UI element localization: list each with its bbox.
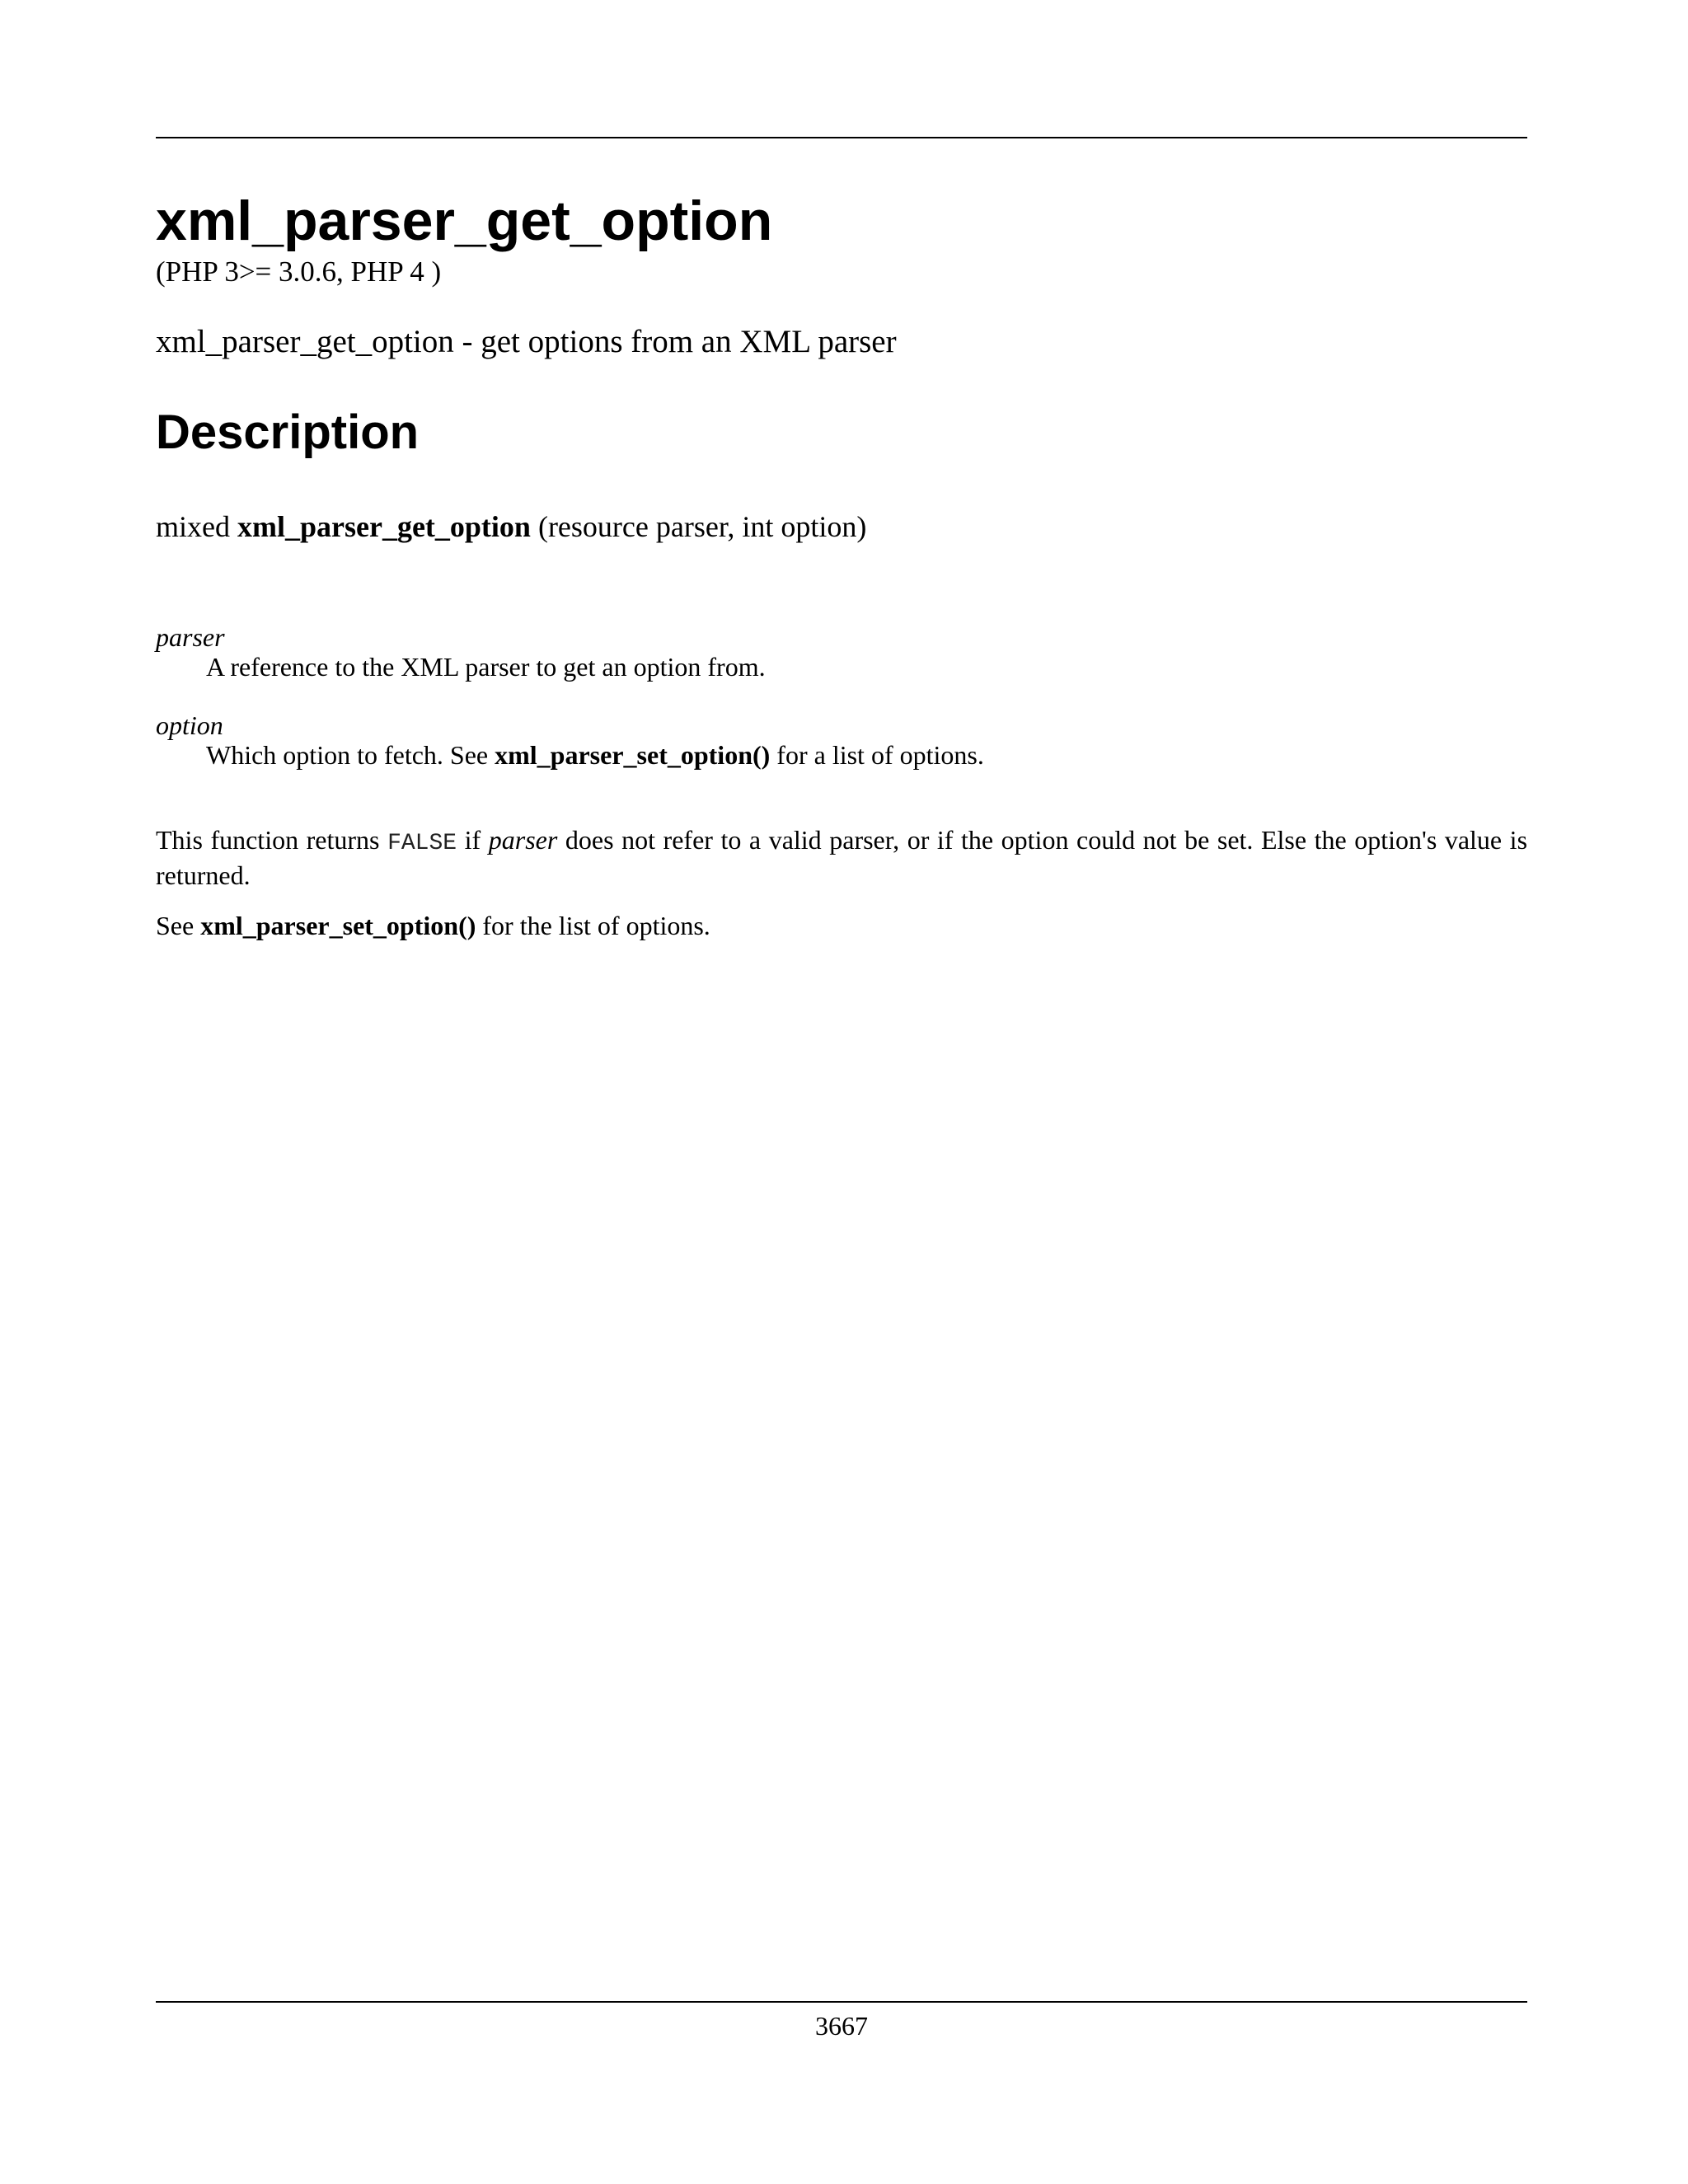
page-number: 3667 xyxy=(815,2011,868,2041)
see-text: for the list of options. xyxy=(482,911,710,940)
set-option-link[interactable]: xml_parser_set_option() xyxy=(200,911,476,940)
see-text: See xyxy=(156,911,195,940)
false-constant: FALSE xyxy=(387,831,457,856)
param-term-option: option xyxy=(156,710,223,740)
return-text: if xyxy=(464,825,481,855)
return-value-paragraph xyxy=(156,824,1527,891)
param-desc-parser: A reference to the XML parser to get an option from. xyxy=(206,652,766,682)
function-synopsis xyxy=(156,506,866,547)
function-params: (resource parser, int option) xyxy=(537,510,867,543)
set-option-link[interactable]: xml_parser_set_option() xyxy=(495,740,771,770)
param-reference: parser xyxy=(488,825,558,855)
page-title: xml_parser_get_option xyxy=(156,190,773,252)
param-desc-text: for a list of options. xyxy=(776,740,984,770)
version-info: (PHP 3>= 3.0.6, PHP 4 ) xyxy=(156,255,442,288)
return-type: mixed xyxy=(156,510,230,543)
return-text: does not refer to a valid parser, or if the option could not be set. Else the option's value is returned. xyxy=(156,825,1528,890)
header-rule xyxy=(156,137,1527,138)
param-term-parser: parser xyxy=(156,622,225,652)
param-desc-text: Which option to fetch. See xyxy=(206,740,489,770)
return-text: This function returns xyxy=(156,825,380,855)
function-purpose: xml_parser_get_option - get options from an XML parser xyxy=(156,324,897,359)
param-desc-option xyxy=(206,738,984,771)
function-name: xml_parser_get_option xyxy=(237,510,531,543)
see-also-paragraph xyxy=(156,910,1527,941)
section-heading: Description xyxy=(156,405,420,459)
footer-rule xyxy=(156,2001,1527,2003)
